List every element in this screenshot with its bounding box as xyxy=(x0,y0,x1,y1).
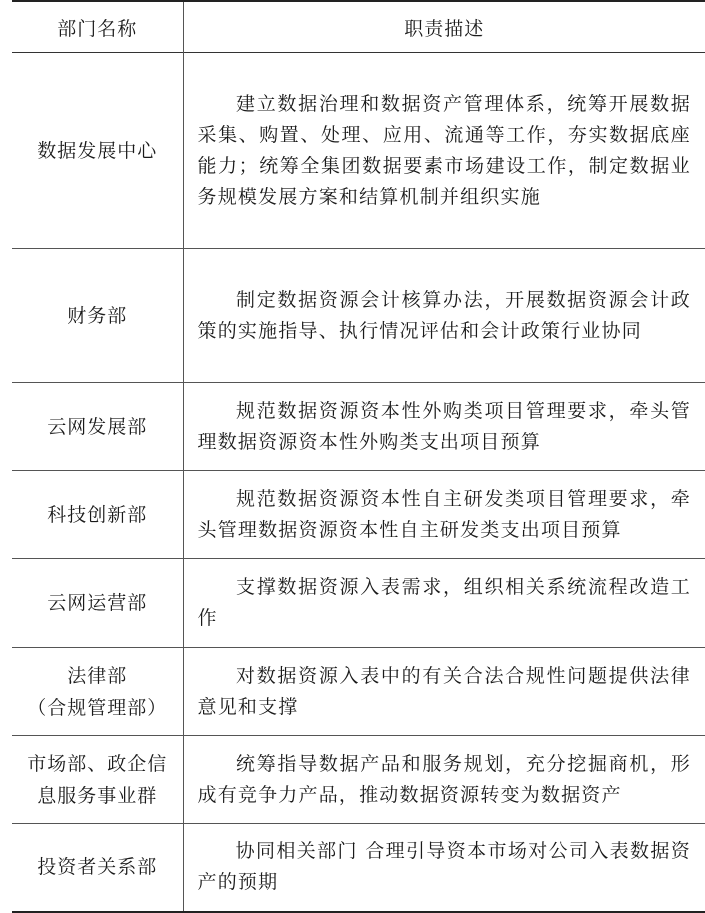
dept-cell xyxy=(12,249,183,383)
duty-text: 建立数据治理和数据资产管理体系，统筹开展数据采集、购置、处理、应用、流通等工作，夯实数据底座能力；统筹全集团数据要素市场建设工作，制定数据业务规模发展方案和结算机制并组织实施 xyxy=(197,92,691,208)
desc-cell xyxy=(183,648,705,736)
dept-name: 法律部 xyxy=(67,664,128,687)
dept-cell xyxy=(12,648,183,736)
desc-cell xyxy=(183,249,705,383)
desc-cell xyxy=(183,736,705,824)
dept-name: 云网发展部 xyxy=(47,415,148,438)
duty-text: 制定数据资源会计核算办法，开展数据资源会计政策的实施指导、执行情况评估和会计政策行业协同 xyxy=(197,288,691,342)
duty-text: 支撑数据资源入表需求，组织相关系统流程改造工作 xyxy=(197,576,691,629)
table-row xyxy=(12,559,705,648)
desc-cell xyxy=(183,471,705,559)
desc-cell xyxy=(183,559,705,648)
dept-cell xyxy=(12,824,183,912)
responsibility-table xyxy=(12,0,705,913)
table-row xyxy=(12,383,705,471)
duty-text: 统筹指导数据产品和服务规划，充分挖掘商机，形成有竞争力产品，推动数据资源转变为数据资产 xyxy=(197,752,691,806)
dept-name: 市场部、政企信 xyxy=(27,752,168,775)
table-row xyxy=(12,471,705,559)
table-row xyxy=(12,824,705,912)
table-row xyxy=(12,648,705,736)
table-row xyxy=(12,53,705,249)
header-dept-name: 部门名称 xyxy=(12,1,183,53)
dept-name: 数据发展中心 xyxy=(37,139,158,162)
dept-name: 云网运营部 xyxy=(47,592,148,614)
desc-cell xyxy=(183,824,705,912)
header-duty-description: 职责描述 xyxy=(404,17,485,40)
dept-name-sub: 息服务事业群 xyxy=(37,784,158,807)
dept-name-sub: （合规管理部） xyxy=(27,696,168,719)
dept-name: 科技创新部 xyxy=(47,503,148,526)
dept-cell xyxy=(12,736,183,824)
duty-text: 规范数据资源资本性外购类项目管理要求，牵头管理数据资源资本性外购类支出项目预算 xyxy=(197,399,691,453)
table-row xyxy=(12,736,705,824)
table-header-row xyxy=(12,1,705,53)
dept-name: 投资者关系部 xyxy=(37,856,158,879)
dept-cell xyxy=(12,53,183,249)
dept-cell xyxy=(12,559,183,648)
duty-text: 规范数据资源资本性自主研发类项目管理要求，牵头管理数据资源资本性自主研发类支出项目预算 xyxy=(197,487,691,541)
dept-cell xyxy=(12,383,183,471)
duty-text: 协同相关部门 合理引导资本市场对公司入表数据资产的预期 xyxy=(197,840,691,894)
dept-name: 财务部 xyxy=(67,304,128,327)
dept-cell xyxy=(12,471,183,559)
table-row xyxy=(12,249,705,383)
desc-cell xyxy=(183,383,705,471)
desc-cell xyxy=(183,53,705,249)
duty-text: 对数据资源入表中的有关合法合规性问题提供法律意见和支撑 xyxy=(197,664,691,718)
